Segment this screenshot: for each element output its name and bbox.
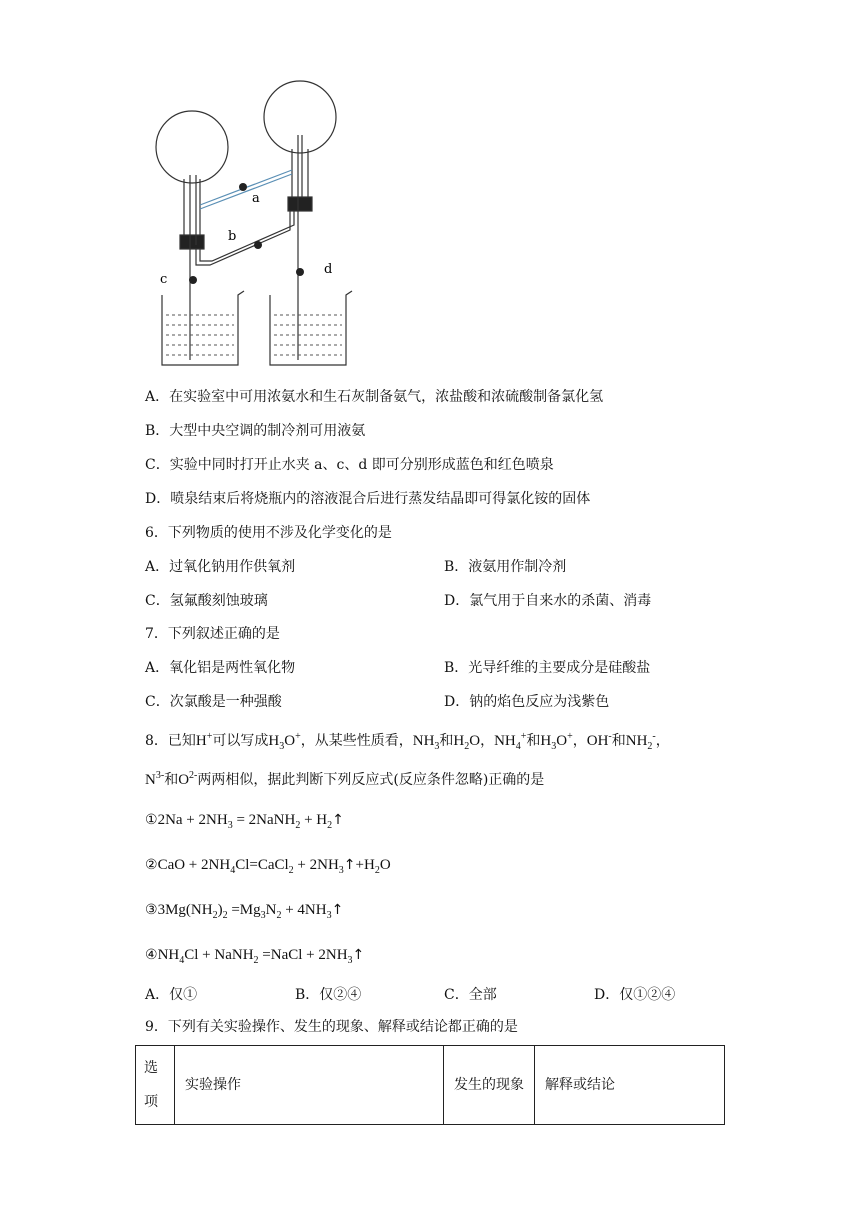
clamp-c-label: c [160, 272, 168, 287]
q5-option-b: B．大型中央空调的制冷剂可用液氨 [145, 423, 366, 439]
clamp-a-label: a [252, 191, 260, 206]
clamp-b-label: b [228, 229, 237, 244]
header-operation: 实验操作 [175, 1046, 444, 1125]
q5-option-d: D．喷泉结束后将烧瓶内的溶液混合后进行蒸发结晶即可得氯化铵的固体 [145, 491, 591, 507]
q6-option-b: B．液氨用作制冷剂 [444, 559, 567, 575]
fountain-apparatus-figure [140, 75, 360, 370]
q8-equation-4: $④NH_4Cl$ + NaNH$_2$ =NaCl + $2NH_3↑$ [145, 947, 365, 966]
header-option: 选项 [136, 1046, 175, 1125]
q6-option-a: A．过氧化钠用作供氧剂 [145, 559, 296, 575]
q5-option-a: A．在实验室中可用浓氨水和生石灰制备氨气，浓盐酸和浓硫酸制备氯化氢 [145, 389, 604, 405]
q8-equation-2: ②CaO + $2NH_4Cl=CaCl_2$ + $2NH_3↑+H_2O$ [145, 857, 391, 876]
q9-table [135, 1045, 725, 1125]
q7-option-b: B．光导纤维的主要成分是硅酸盐 [444, 660, 651, 676]
q9-stem: 9．下列有关实验操作、发生的现象、解释或结论都正确的是 [145, 1019, 518, 1035]
q7-option-a: A．氧化铝是两性氧化物 [145, 660, 296, 676]
q5-option-c: C．实验中同时打开止水夹 a、c、d 即可分别形成蓝色和红色喷泉 [145, 457, 554, 473]
clamp-d-label: d [324, 262, 333, 277]
q6-stem: 6．下列物质的使用不涉及化学变化的是 [145, 525, 392, 541]
q6-option-c: C．氢氟酸刻蚀玻璃 [145, 593, 268, 609]
q8-equation-3: $③3Mg(NH_2)_2 =Mg_3N_2$ + $4NH_3↑$ [145, 902, 344, 921]
q8-stem-line1: 8．已知H+可以写成$H_3O^+$，从某些性质看，$NH_3$和$H_2O$，$NH_4^+$和$H_3O^+$，OH-和$NH_2^-$， [145, 731, 670, 752]
header-phenomenon: 发生的现象 [444, 1046, 535, 1125]
q8-equation-1: ①2Na + $2NH_3$ = 2NaNH$_2$ + $H_2↑$ [145, 812, 344, 831]
q8-option-c: C．全部 [444, 987, 497, 1003]
q8-option-a: A．仅① [145, 987, 198, 1003]
q7-option-c: C．次氯酸是一种强酸 [145, 694, 282, 710]
q7-stem: 7．下列叙述正确的是 [145, 626, 280, 642]
q8-option-b: B．仅②④ [295, 987, 362, 1003]
table-header-row [136, 1046, 725, 1125]
q7-option-d: D．钠的焰色反应为浅紫色 [444, 694, 610, 710]
q8-stem-line2: $N^{3-}$和$O^{2-}$两两相似，据此判断下列反应式(反应条件忽略)正确的是 [145, 770, 545, 788]
header-conclusion: 解释或结论 [535, 1046, 725, 1125]
q6-option-d: D．氯气用于自来水的杀菌、消毒 [444, 593, 652, 609]
q8-option-d: D．仅①②④ [594, 987, 676, 1003]
